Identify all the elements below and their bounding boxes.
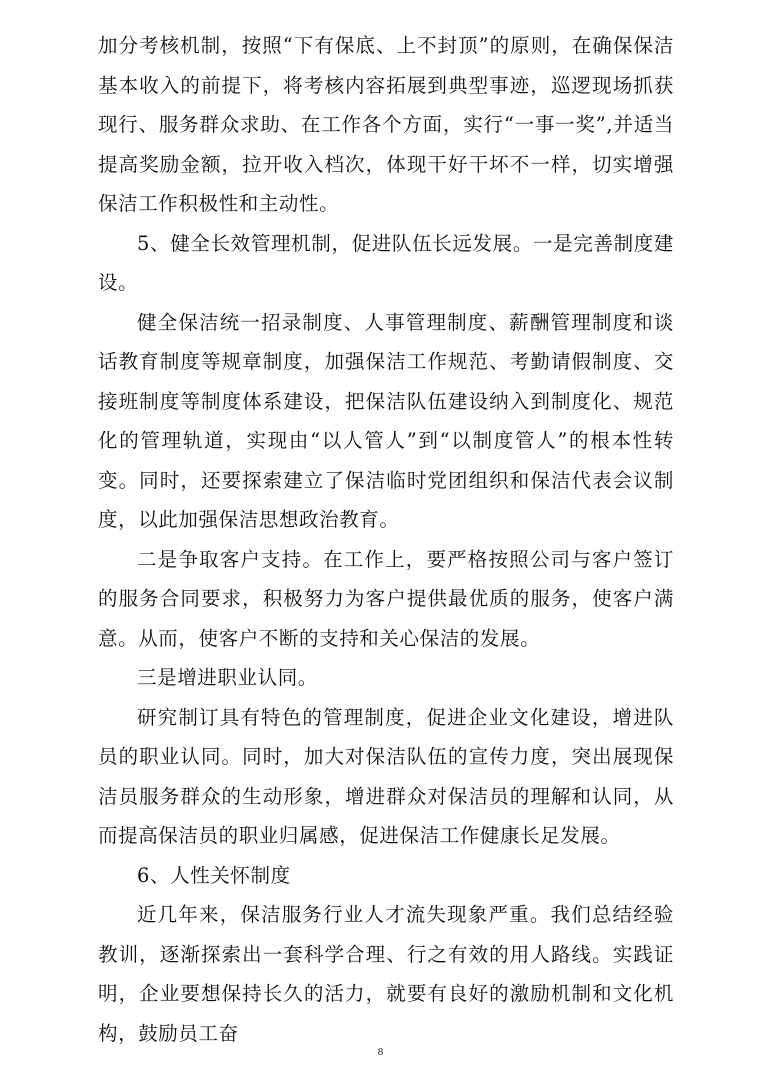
page-number: 8	[377, 1046, 384, 1058]
section-heading-5: 5、健全长效管理机制，促进队伍长远发展。一是完善制度建设。	[98, 231, 674, 294]
subheading: 三是增进职业认同。	[137, 666, 318, 689]
document-body	[98, 26, 674, 1053]
section-heading-6: 6、人性关怀制度	[137, 863, 291, 887]
paragraph: 二是争取客户支持。在工作上，要严格按照公司与客户签订的服务合同要求，积极努力为客户提供最优质的服务，使客户满意。从而，使客户不断的支持和关心保洁的发展。	[98, 547, 674, 650]
paragraph: 健全保洁统一招录制度、人事管理制度、薪酬管理制度和谈话教育制度等规章制度，加强保洁工作规范、考勤请假制度、交接班制度等制度体系建设，把保洁队伍建设纳入到制度化、规范化的管理轨道，实现由“以人管人”到“以制度管人”的根本性转变。同时，还要探索建立了保洁临时党团组织和保洁代表会议制度，以此加强保洁思想政治教育。	[98, 310, 674, 531]
paragraph: 研究制订具有特色的管理制度，促进企业文化建设，增进队员的职业认同。同时，加大对保洁队伍的宣传力度，突出展现保洁员服务群众的生动形象，增进群众对保洁员的理解和认同，从而提高保洁员的职业归属感，促进保洁工作健康长足发展。	[98, 705, 674, 847]
paragraph-continuation: 加分考核机制，按照“下有保底、上不封顶”的原则，在确保保洁基本收入的前提下，将考核内容拓展到典型事迹，巡逻现场抓获现行、服务群众求助、在工作各个方面，实行“一事一奖”,并适当提高奖励金额，拉开收入档次，体现干好干坏不一样，切实增强保洁工作积极性和主动性。	[98, 34, 674, 215]
paragraph: 近几年来，保洁服务行业人才流失现象严重。我们总结经验教训，逐渐探索出一套科学合理、行之有效的用人路线。实践证明，企业要想保持长久的活力，就要有良好的激励机制和文化机构，鼓励员工奋	[98, 903, 674, 1045]
